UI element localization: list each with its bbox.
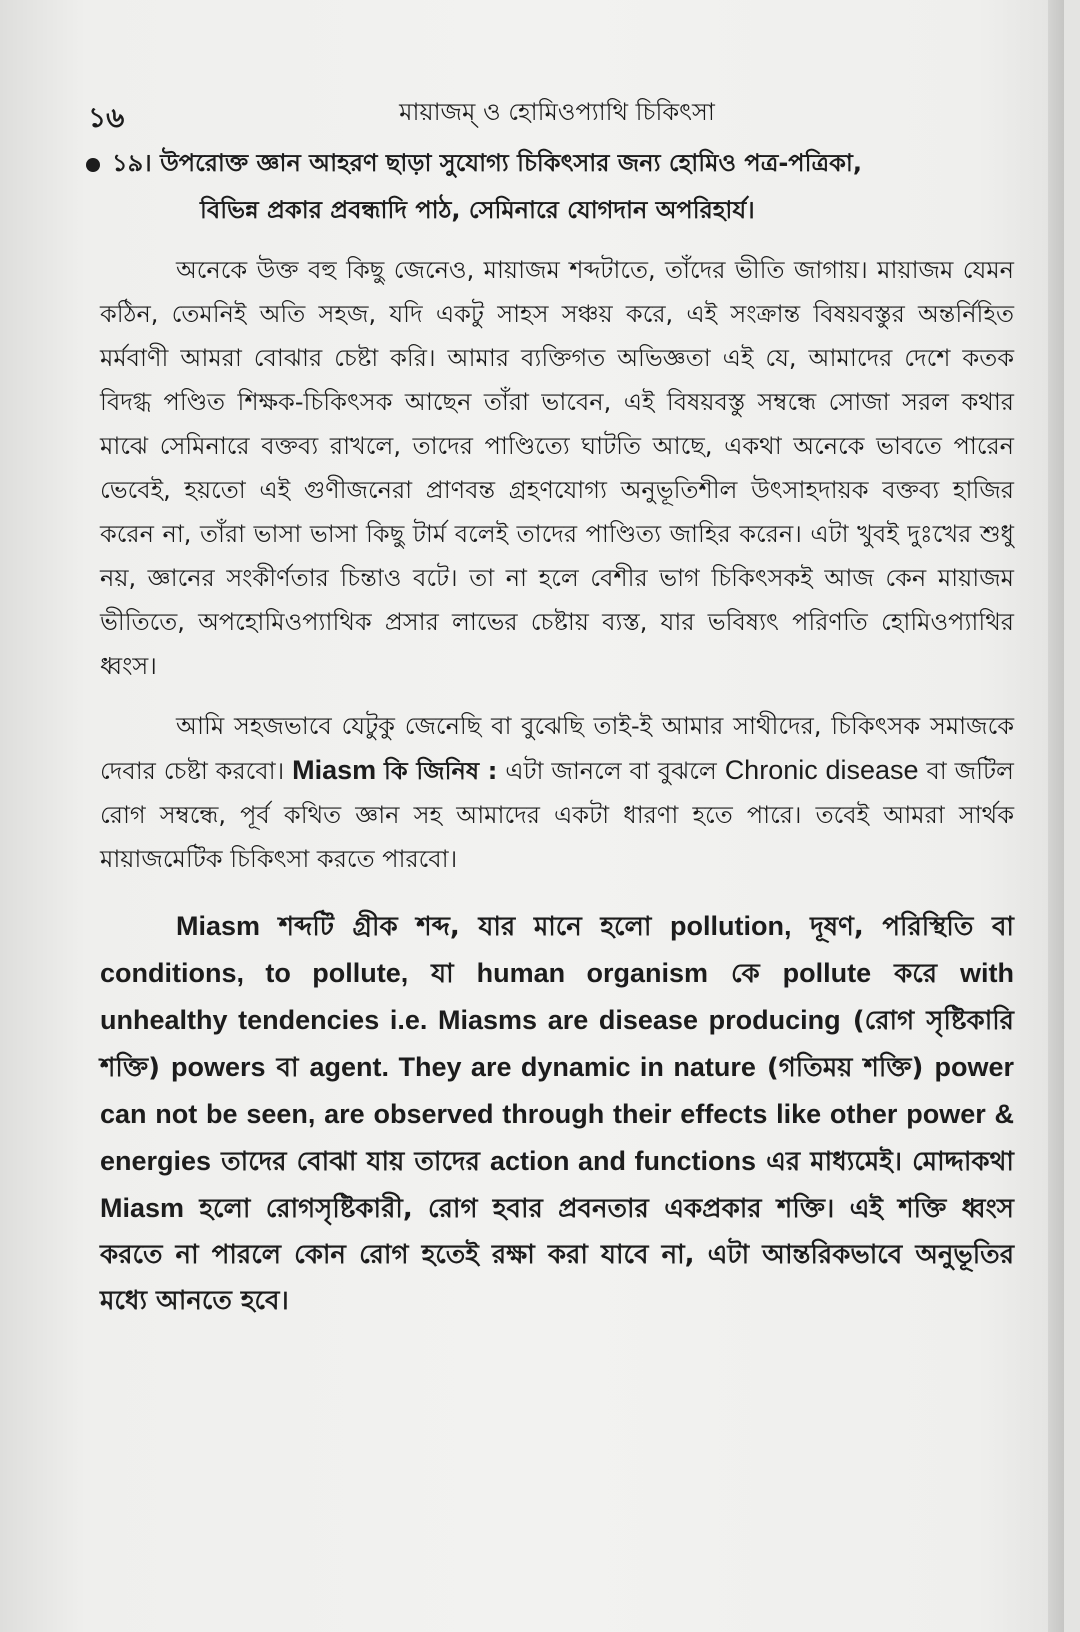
point-19-line-2: বিভিন্ন প্রকার প্রবন্ধাদি পাঠ, সেমিনারে যোগদান অপরিহার্য। xyxy=(200,196,755,224)
para2-part2: কি জিনিষ : xyxy=(384,757,498,785)
def-t19: action and functions xyxy=(489,1146,756,1176)
def-t20: এর মাধ্যমেই। মোদ্দাকথা xyxy=(766,1147,1014,1177)
def-t12: (রোগ সৃষ্টিকারি শক্তি) xyxy=(100,1006,1014,1083)
def-t21: Miasm xyxy=(100,1193,185,1223)
running-title: মায়াজম্ ও হোমিওপ্যাথি চিকিৎসা xyxy=(399,98,715,126)
def-t8: কে xyxy=(730,959,760,989)
def-t13: powers xyxy=(170,1052,266,1082)
point-19 xyxy=(100,140,1014,234)
bullet-dot-icon xyxy=(86,158,100,172)
paragraph-miasm-fear: অনেকে উক্ত বহু কিছু জেনেও, মায়াজম শব্দটাতে, তাঁদের ভীতি জাগায়। মায়াজম যেমন কঠিন, তেমনিই অতি সহজ, যদি একটু সাহস সঞ্চয় করে, এই সংক্রান্ত বিষয়বস্তুর অন্তর্নিহিত মর্মবাণী আমরা বোঝার চেষ্টা করি। আমার ব্যক্তিগত অভিজ্ঞতা এই যে, আমাদের দেশে কতক বিদগ্ধ পণ্ডিত শিক্ষক-চিকিৎসক আছেন তাঁরা ভাবেন, এই বিষয়বস্তু সম্বন্ধে সোজা সরল কথার মাঝে সেমিনারে বক্তব্য রাখলে, তাদের পাণ্ডিত্যে ঘাটতি আছে, একথা অনেকে ভাবতে পারেন ভেবেই, হয়তো এই গুণীজনেরা প্রাণবন্ত গ্রহণযোগ্য অনুভূতিশীল উৎসাহদায়ক বক্তব্য হাজির করেন না, তাঁরা ভাসা ভাসা কিছু টার্ম বলেই তাদের পাণ্ডিত্য জাহির করেন। এটা খুবই দুঃখের শুধু নয়, জ্ঞানের সংকীর্ণতার চিন্তাও বটে। তা না হলে বেশীর ভাগ চিকিৎসকই আজ কেন মায়াজম ভীতিতে, অপহোমিওপ্যাথিক প্রসার লাভের চেষ্টায় ব্যস্ত, যার ভবিষ্যৎ পরিণতি হোমিওপ্যাথির ধ্বংস। xyxy=(100,256,1014,680)
def-t11: with unhealthy tendencies i.e. Miasms are disease producing xyxy=(100,958,1014,1035)
miasm-term: Miasm xyxy=(292,755,377,785)
def-t16: (গতিময় শক্তি) xyxy=(766,1053,924,1083)
def-t4: দূষণ, পরিস্থিতি বা xyxy=(810,912,1014,942)
point-19-line-1: ১৯। উপরোক্ত জ্ঞান আহরণ ছাড়া সুযোগ্য চিকিৎসার জন্য হোমিও পত্র-পত্রিকা, xyxy=(112,149,862,177)
def-t10: করে xyxy=(894,959,938,989)
page-header xyxy=(88,88,1014,140)
def-t5: conditions, to pollute, xyxy=(100,958,409,988)
def-t14: বা xyxy=(276,1053,299,1083)
def-t2: শব্দটি গ্রীক শব্দ, যার মানে হলো xyxy=(278,912,652,942)
def-t9: pollute xyxy=(782,958,872,988)
page-number: ১৬ xyxy=(88,101,125,134)
para2-part1: আমি সহজভাবে যেটুকু জেনেছি বা বুঝেছি তাই-ই আমার সাথীদের, চিকিৎসক সমাজকে দেবার চেষ্টা করবো। xyxy=(100,712,1014,785)
paragraph-simple-understanding xyxy=(100,704,1014,881)
def-t17: power can not be seen, are observed through their effects like other power & energies xyxy=(100,1052,1014,1176)
def-t6: যা xyxy=(431,959,454,989)
def-t7: human organism xyxy=(476,958,709,988)
def-t15: agent. They are dynamic in nature xyxy=(309,1052,756,1082)
para2-part3: এটা জানলে বা বুঝলে xyxy=(505,757,717,785)
paragraph-miasm-definition xyxy=(100,903,1014,1324)
chronic-disease-term: Chronic disease xyxy=(724,755,919,785)
def-t3: pollution, xyxy=(670,911,792,941)
def-t1: Miasm xyxy=(176,911,261,941)
def-t18: তাদের বোঝা যায় তাদের xyxy=(221,1147,480,1177)
def-t22: হলো রোগসৃষ্টিকারী, রোগ হবার প্রবনতার একপ্রকার শক্তি। এই শক্তি ধ্বংস করতে না পারলে কোন রোগ হতেই রক্ষা করা যাবে না, এটা আন্তরিকভাবে অনুভূতির মধ্যে আনতে হবে। xyxy=(100,1194,1014,1316)
page-edge xyxy=(1048,0,1064,1632)
para2-part4: বা জটিল রোগ সম্বন্ধে, পূর্ব কথিত জ্ঞান সহ আমাদের একটা ধারণা হতে পারে। তবেই আমরা সার্থক মায়াজমেটিক চিকিৎসা করতে পারবো। xyxy=(100,757,1014,873)
